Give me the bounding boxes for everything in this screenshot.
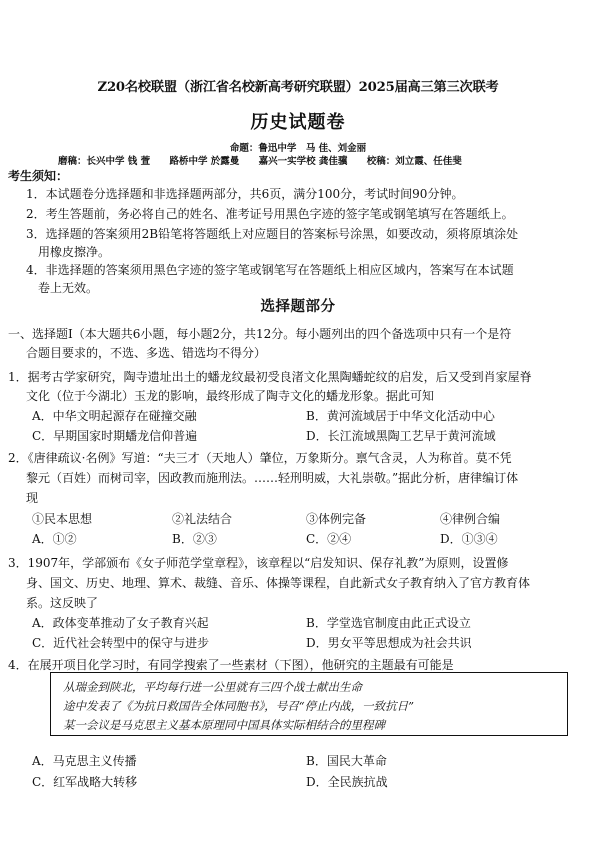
q4-material-line1: 从瑞金到陕北，平均每行进一公里就有三四个战士献出生命 xyxy=(63,680,362,694)
q3-option-b: B．学堂选官制度由此正式设立 xyxy=(306,616,471,630)
q2-stem-line1: 2．《唐律疏议·名例》写道：“夫三才（天地人）肇位，万象斯分。禀气含灵，人为称首。莫不凭 xyxy=(8,451,512,465)
q1-option-a: A．中华文明起源存在碰撞交融 xyxy=(32,409,197,423)
q2-item-2: ②礼法结合 xyxy=(172,512,233,526)
notice-item-4: 4．非选择题的答案须用黑色字迹的签字笔或钢笔写在答题纸上相应区域内，答案写在本试题 xyxy=(26,263,514,277)
q3-stem-line2: 身、国文、历史、地理、算术、裁缝、音乐、体操等课程，自此新式女子教育纳入了官方教育体 xyxy=(26,576,531,590)
q4-material-line3: 某一会议是马克思主义基本原理同中国具体实际相结合的里程碑 xyxy=(63,718,385,732)
q2-item-4: ④律例合编 xyxy=(440,512,501,526)
notice-item-3: 3．选择题的答案须用2B铅笔将答题纸上对应题目的答案标号涂黑，如要改动，须将原填涂处 xyxy=(26,227,519,241)
q2-item-1: ①民本思想 xyxy=(32,512,93,526)
paper-title: 历史试题卷 xyxy=(250,112,346,133)
q4-option-c: C．红军战略大转移 xyxy=(32,775,138,789)
q2-item-3: ③体例完备 xyxy=(306,512,367,526)
q1-option-b: B．黄河流域居于中华文化活动中心 xyxy=(306,409,495,423)
q1-stem-line1: 1．据考古学家研究，陶寺遗址出土的蟠龙纹最初受良渚文化黑陶蟠蛇纹的启发，后又受到肖家屋脊 xyxy=(8,370,532,384)
q1-stem-line2: 文化（位于今湖北）玉龙的影响，最终形成了陶寺文化的蟠龙形象。据此可知 xyxy=(26,389,435,403)
q2-stem-line2: 黎元（百姓）而树司宰，因政教而施刑法。……轻刑明威，大礼崇敬。”据此分析，唐律编订体 xyxy=(26,471,519,485)
notice-item-1: 1．本试题卷分选择题和非选择题两部分，共6页，满分100分，考试时间90分钟。 xyxy=(26,187,464,201)
q1-option-d: D．长江流域黑陶工艺早于黄河流域 xyxy=(306,429,496,443)
q2-option-c: C．②④ xyxy=(306,532,352,546)
part-intro-line2: 合题目要求的，不选、多选、错选均不得分） xyxy=(26,346,267,360)
credits-proof: 校稿：刘立霞、任佳斐 xyxy=(366,156,462,167)
q4-option-d: D．全民族抗战 xyxy=(306,775,388,789)
q3-option-a: A．政体变革推动了女子教育兴起 xyxy=(32,616,209,630)
q3-option-d: D．男女平等思想成为社会共识 xyxy=(306,636,472,650)
q2-option-b: B．②③ xyxy=(172,532,217,546)
q2-option-a: A．①② xyxy=(32,532,77,546)
credits-authors: 命题：鲁迅中学 马 佳、刘金丽 xyxy=(229,143,367,154)
notice-item-3-cont: 用橡皮擦净。 xyxy=(38,245,111,259)
q4-material-line2: 途中发表了《为抗日救国告全体同胞书》，号召“停止内战，一致抗日” xyxy=(63,699,415,713)
q4-material-box xyxy=(50,672,568,736)
q4-option-b: B．国民大革命 xyxy=(306,754,387,768)
section-title: 选择题部分 xyxy=(260,298,336,315)
q4-stem: 4．在展开项目化学习时，有同学搜索了一些素材（下图），他研究的主题最有可能是 xyxy=(8,658,454,672)
q3-option-c: C．近代社会转型中的保守与进步 xyxy=(32,636,210,650)
notice-item-2: 2．考生答题前，务必将自己的姓名、准考证号用黑色字迹的签字笔或钢笔填写在答题纸上。 xyxy=(26,207,514,221)
part-intro-line1: 一、选择题Ⅰ（本大题共6小题，每小题2分，共12分。每小题列出的四个备选项中只有一个是符 xyxy=(8,327,512,341)
q3-stem-line3: 系。这反映了 xyxy=(26,596,99,610)
q1-option-c: C．早期国家时期蟠龙信仰普遍 xyxy=(32,429,198,443)
credits-review-2: 路桥中学 於露曼 xyxy=(169,156,240,167)
q3-stem-line1: 3．1907年，学部颁布《女子师范学堂章程》，该章程以“启发知识、保存礼教”为原则，设置修 xyxy=(8,556,509,570)
notice-heading: 考生须知： xyxy=(8,169,69,183)
exam-header-title: Z20名校联盟（浙江省名校新高考研究联盟）2025届高三第三次联考 xyxy=(97,80,499,95)
notice-item-4-cont: 卷上无效。 xyxy=(38,281,99,295)
credits-review-3: 嘉兴一实学校 龚佳骥 xyxy=(258,156,348,167)
credits-reviewers xyxy=(58,153,478,167)
credits-review-1: 磨稿：长兴中学 钱 萱 xyxy=(58,156,151,167)
q4-option-a: A．马克思主义传播 xyxy=(32,754,137,768)
q2-stem-line3: 现 xyxy=(26,491,39,505)
q2-option-d: D．①③④ xyxy=(440,532,498,546)
